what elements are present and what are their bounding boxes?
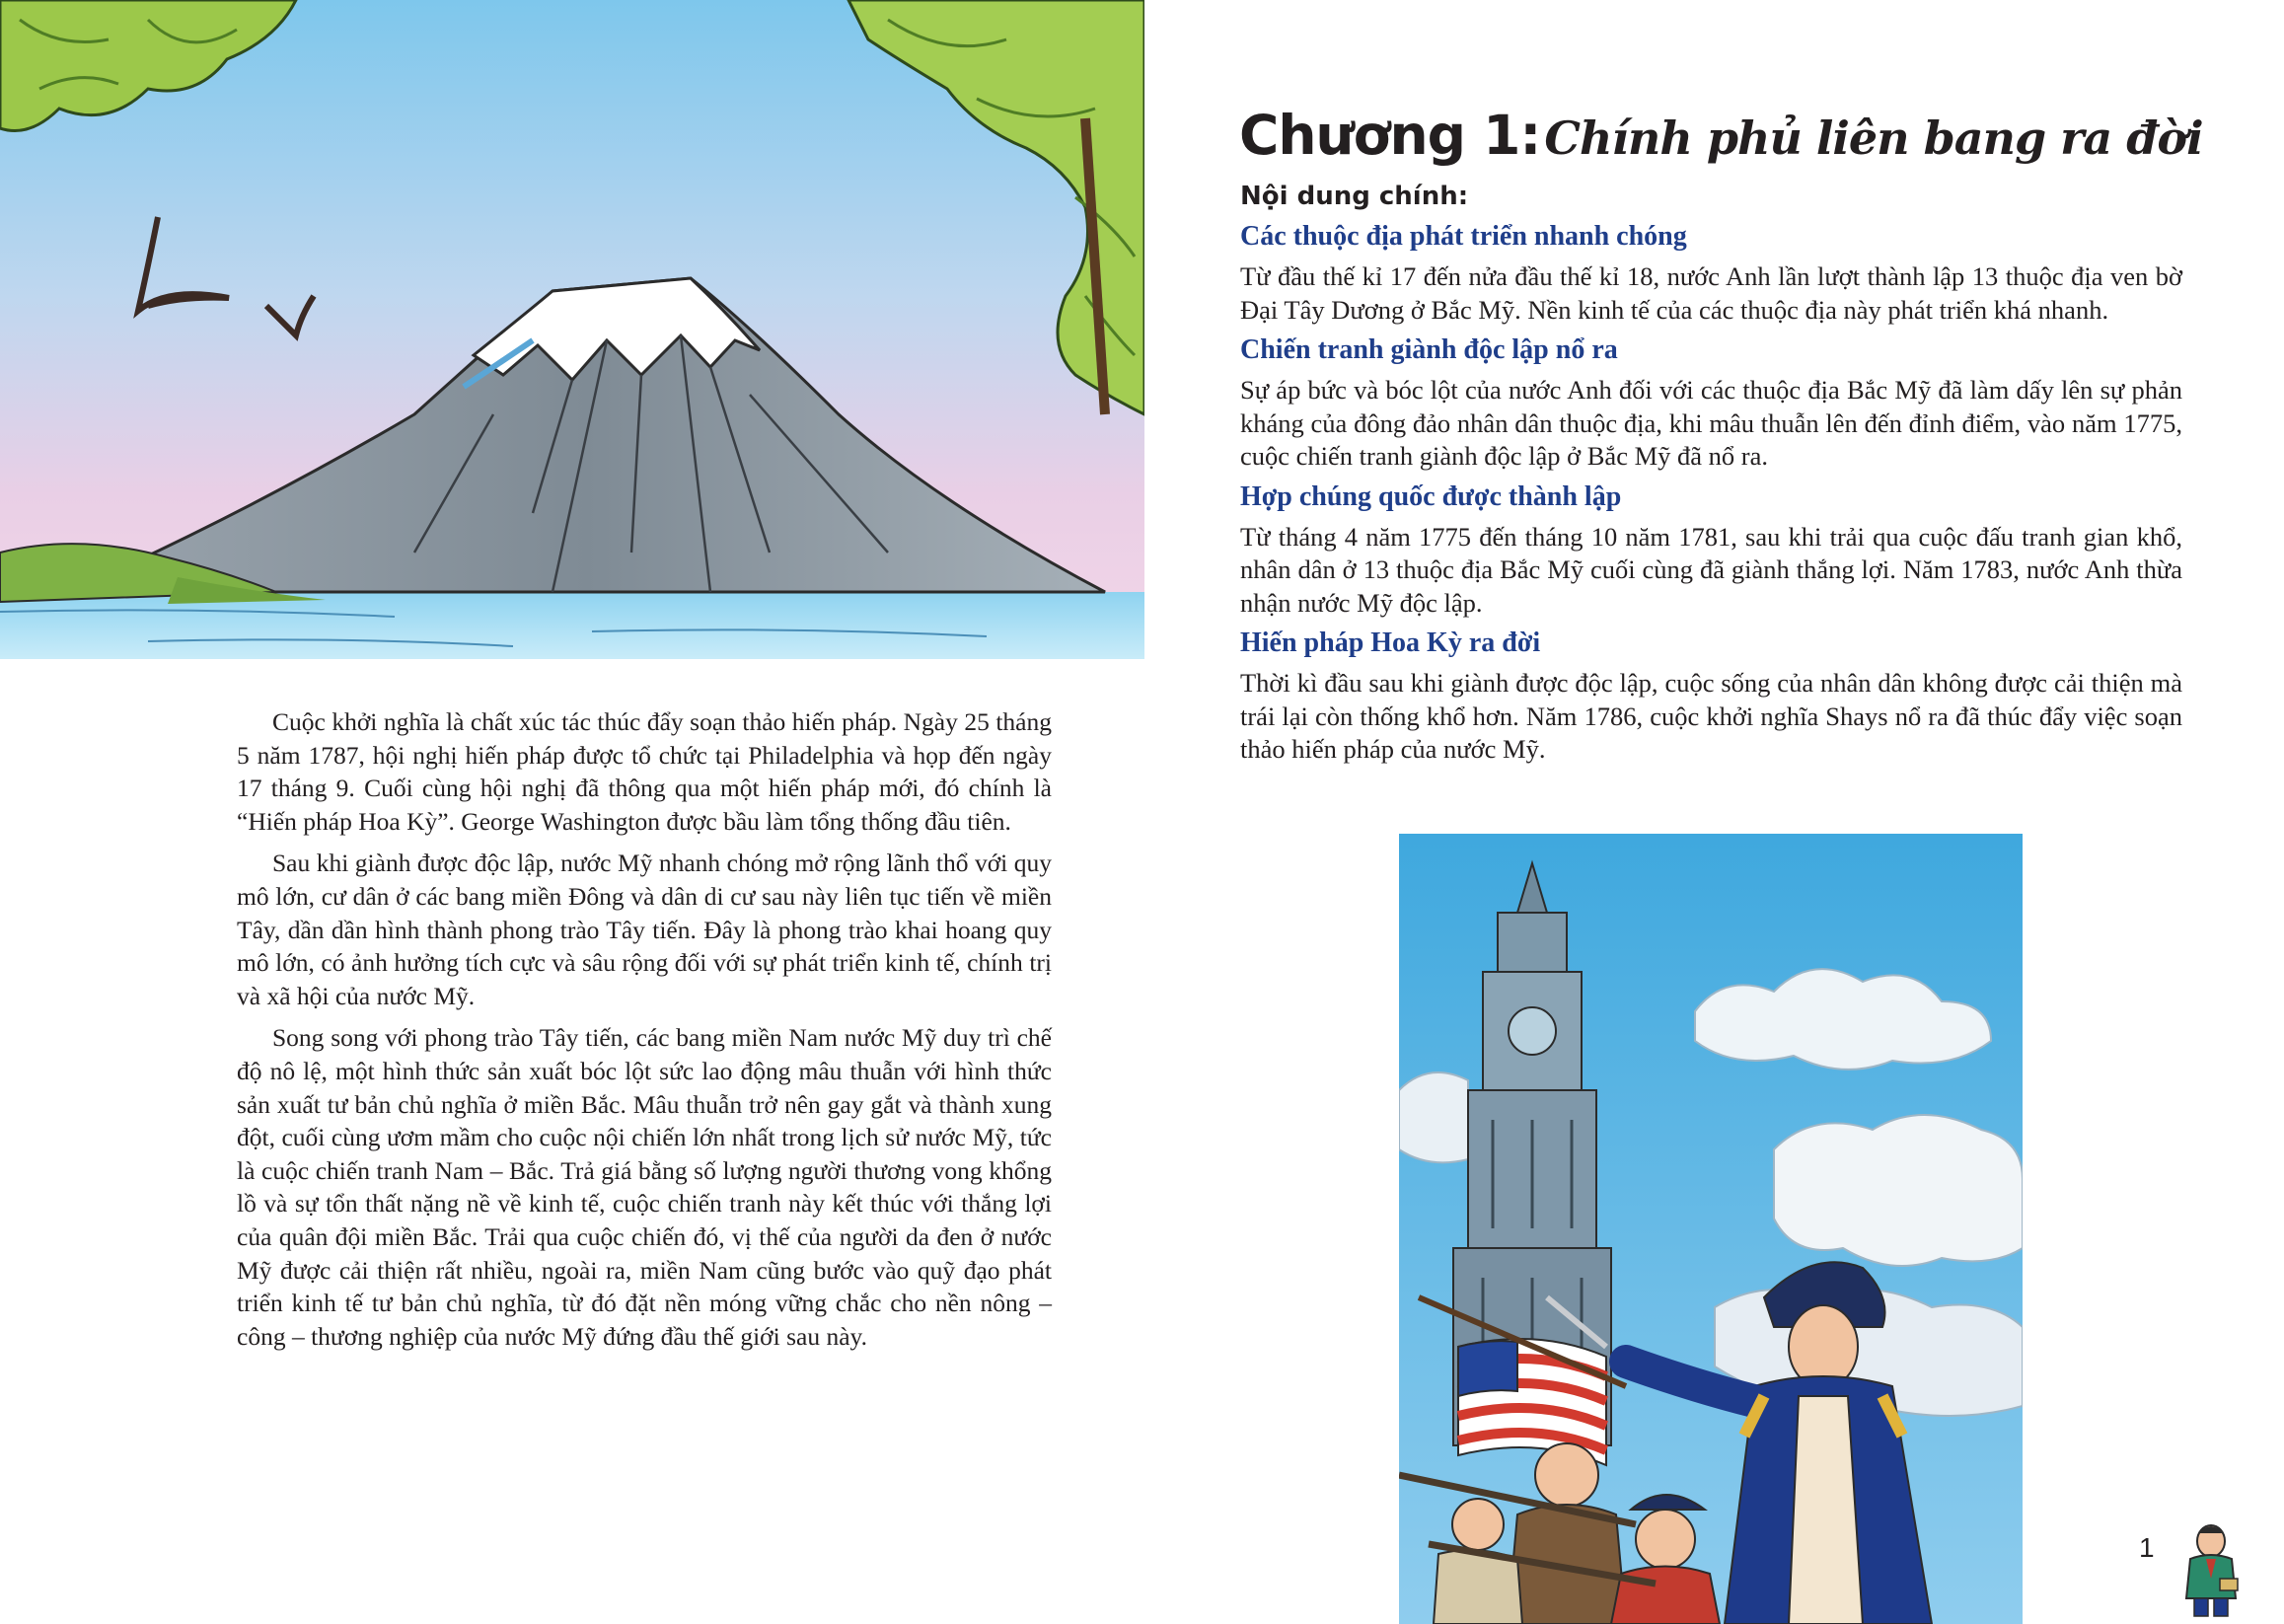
section-title-2: Chiến tranh giành độc lập nổ ra	[1240, 334, 1618, 365]
cloud-2	[1774, 1115, 2023, 1266]
left-column-text	[237, 705, 1052, 1362]
left-paragraph-2: Sau khi giành được độc lập, nước Mỹ nhanh chóng mở rộng lãnh thổ với quy mô lớn, cư dân ở các bang miền Đông và dân di cư sau này liên tục tiến về miền Tây, dần dần hình thành phong trào Tây tiến. Đây là phong trào khai hoang quy mô lớn, có ảnh hưởng tích cực và sâu rộng đối với sự phát triển kinh tế, chính trị và xã hội của nước Mỹ.	[237, 849, 1052, 1010]
section-body-3: Từ tháng 4 năm 1775 đến tháng 10 năm 1781, sau khi trải qua cuộc đấu tranh gian khổ, nhân dân ở 13 thuộc địa Bắc Mỹ cuối cùng đã giành thắng lợi. Năm 1783, nước Anh thừa nhận nước Mỹ độc lập.	[1240, 521, 2182, 618]
section-title-1: Các thuộc địa phát triển nhanh chóng	[1240, 221, 1687, 252]
left-paragraph-3: Song song với phong trào Tây tiến, các bang miền Nam nước Mỹ duy trì chế độ nô lệ, một hình thức sản xuất bóc lột sức lao động mâu thuẫn với hình thức sản xuất tư bản chủ nghĩa ở miền Bắc. Mâu thuẫn trở nên gay gắt và thành xung đột, cuối cùng ươm mầm cho cuộc nội chiến lớn nhất trong lịch sử nước Mỹ, tức là cuộc chiến tranh Nam – Bắc. Trả giá bằng số lượng người thương vong khổng lồ và sự tổn thất nặng nề về kinh tế, cuộc chiến tranh này kết thúc với thắng lợi của quân đội miền Bắc. Trải qua cuộc chiến đó, vị thế của người da đen ở nước Mỹ được cải thiện rất nhiều, ngoài ra, miền Nam cũng bước vào quỹ đạo phát triển kinh tế tư bản chủ nghĩa, từ đó đặt nền móng vững chắc cho nền nông – công – thương nghiệp của nước Mỹ đứng đầu thế giới sau này.	[237, 1023, 1052, 1351]
cloud-3	[1399, 1072, 1468, 1162]
revolution-illustration	[1399, 834, 2023, 1624]
page-number: 1	[2139, 1532, 2155, 1563]
main-content-label: Nội dung chính:	[1240, 182, 1469, 211]
mountain-illustration	[0, 0, 1144, 659]
section-body-4: Thời kì đầu sau khi giành được độc lập, cuộc sống của nhân dân không được cải thiện mà trái lại còn thống khổ hơn. Năm 1786, cuộc khởi nghĩa Shays nổ ra đã thúc đẩy việc soạn thảo hiến pháp của nước Mỹ.	[1240, 668, 2182, 764]
section-body-2: Sự áp bức và bóc lột của nước Anh đối với các thuộc địa Bắc Mỹ đã làm dấy lên sự phản kháng của đông đảo nhân dân thuộc địa, khi mâu thuẫn lên đến đỉnh điểm, vào năm 1775, cuộc chiến tranh giành độc lập ở Bắc Mỹ đã nổ ra.	[1240, 375, 2182, 471]
section-title-4: Hiến pháp Hoa Kỳ ra đời	[1240, 627, 1541, 658]
section-body-1: Từ đầu thế kỉ 17 đến nửa đầu thế kỉ 18, nước Anh lần lượt thành lập 13 thuộc địa ven bờ Đại Tây Dương ở Bắc Mỹ. Nền kinh tế của các thuộc địa này phát triển khá nhanh.	[1240, 261, 2182, 325]
left-paragraph-1: Cuộc khởi nghĩa là chất xúc tác thúc đẩy soạn thảo hiến pháp. Ngày 25 tháng 5 năm 1787, hội nghị hiến pháp được tổ chức tại Philadelphia và họp đến ngày 17 tháng 9. Cuối cùng hội nghị đã thông qua một hiến pháp mới, đó chính là “Hiến pháp Hoa Kỳ”. George Washington được bầu làm tổng thống đầu tiên.	[237, 707, 1052, 836]
chapter-number: Chương 1:	[1239, 104, 1541, 167]
right-column-text	[1240, 182, 2182, 773]
section-title-3: Hợp chúng quốc được thành lập	[1240, 480, 1622, 512]
chapter-title	[1239, 104, 2203, 167]
chapter-name: Chính phủ liên bang ra đời	[1544, 111, 2203, 165]
cartoon-figure-icon	[2180, 1519, 2242, 1618]
